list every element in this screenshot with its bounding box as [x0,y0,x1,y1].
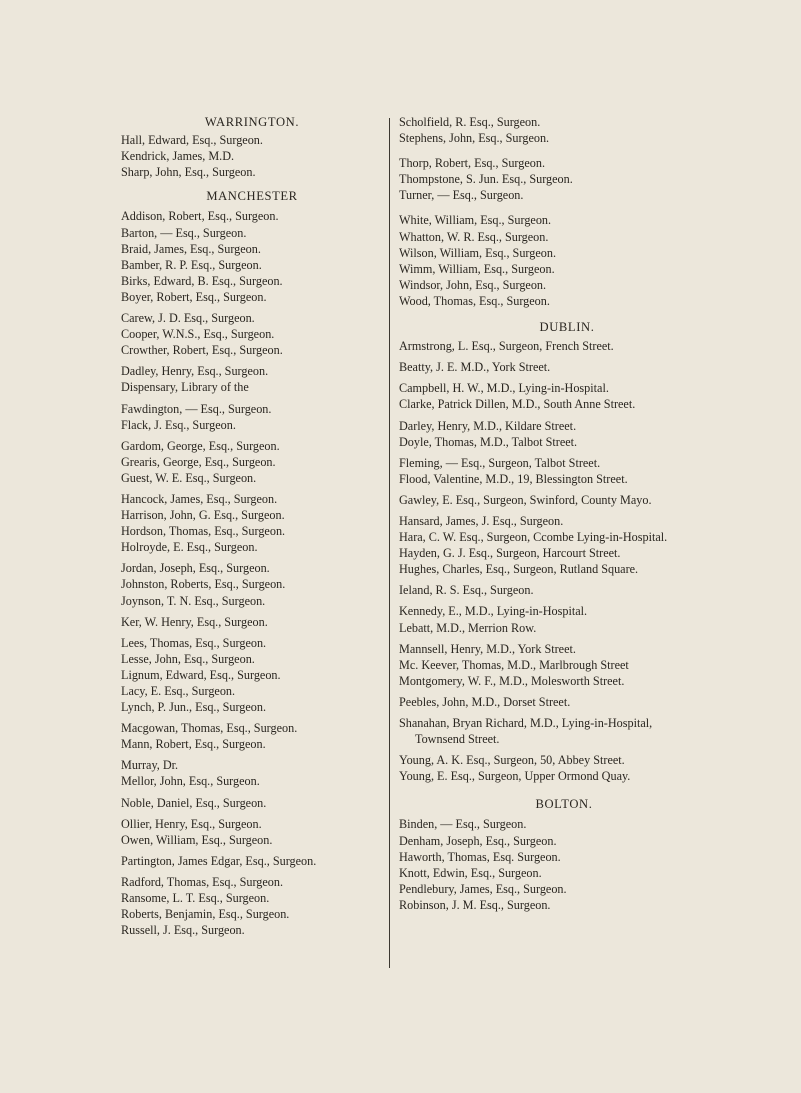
list-item: Gardom, George, Esq., Surgeon. [121,438,280,453]
list-item: Knott, Edwin, Esq., Surgeon. [399,865,542,880]
list-item: Radford, Thomas, Esq., Surgeon. [121,874,284,889]
dublin-heading: DUBLIN. [539,320,595,335]
list-item: Young, A. K. Esq., Surgeon, 50, Abbey Street. [399,753,625,768]
list-item: Beatty, J. E. M.D., York Street. [399,360,551,375]
list-item: Fleming, — Esq., Surgeon, Talbot Street. [399,455,601,470]
list-item: Roberts, Benjamin, Esq., Surgeon. [121,907,290,922]
list-item: Bamber, R. P. Esq., Surgeon. [121,257,262,272]
list-item: Sharp, John, Esq., Surgeon. [121,165,256,180]
list-item: Binden, — Esq., Surgeon. [399,817,527,832]
list-item: Lynch, P. Jun., Esq., Surgeon. [121,700,267,715]
list-item: Hayden, G. J. Esq., Surgeon, Harcourt Street. [399,546,621,561]
list-item: Johnston, Roberts, Esq., Surgeon. [121,577,286,592]
list-item: Robinson, J. M. Esq., Surgeon. [399,897,551,912]
list-item: Haworth, Thomas, Esq. Surgeon. [399,849,561,864]
list-item: Wimm, William, Esq., Surgeon. [399,261,555,276]
list-item: Darley, Henry, M.D., Kildare Street. [399,418,577,433]
list-item: Dispensary, Library of the [121,380,249,395]
list-item: Young, E. Esq., Surgeon, Upper Ormond Quay. [399,769,631,784]
list-item: Addison, Robert, Esq., Surgeon. [121,209,279,224]
list-item: Grearis, George, Esq., Surgeon. [121,454,276,469]
list-item: Lebatt, M.D., Merrion Row. [399,620,537,635]
list-item: Mannsell, Henry, M.D., York Street. [399,641,576,656]
list-item: Scholfield, R. Esq., Surgeon. [399,115,541,129]
list-item: Doyle, Thomas, M.D., Talbot Street. [399,434,578,449]
list-item: Macgowan, Thomas, Esq., Surgeon. [121,721,298,736]
warrington-heading: WARRINGTON. [204,115,300,129]
list-item: Lesse, John, Esq., Surgeon. [121,651,255,666]
list-item: Hancock, James, Esq., Surgeon. [121,491,278,506]
list-item: Noble, Daniel, Esq., Surgeon. [121,795,267,810]
list-item: Dadley, Henry, Esq., Surgeon. [121,364,269,379]
list-item: Birks, Edward, B. Esq., Surgeon. [121,273,283,288]
list-item: Holroyde, E. Esq., Surgeon. [121,540,258,555]
list-item: Pendlebury, James, Esq., Surgeon. [399,881,567,896]
list-item: Lacy, E. Esq., Surgeon. [121,684,236,698]
list-item: Hara, C. W. Esq., Surgeon, Ccombe Lying-in-Hospital. [399,530,668,545]
list-item: Armstrong, L. Esq., Surgeon, French Street. [399,339,614,354]
list-item: Murray, Dr. [121,758,179,773]
column-divider [389,118,390,968]
list-item: White, William, Esq., Surgeon. [399,213,552,228]
list-item-continuation: Townsend Street. [415,732,500,747]
list-item: Braid, James, Esq., Surgeon. [121,241,261,256]
list-item: Lees, Thomas, Esq., Surgeon. [121,635,267,650]
list-item: Stephens, John, Esq., Surgeon. [399,131,550,146]
list-item: Montgomery, W. F., M.D., Molesworth Street. [399,673,625,688]
list-item: Mc. Keever, Thomas, M.D., Marlbrough Street [399,657,629,672]
list-item: Flack, J. Esq., Surgeon. [121,417,236,432]
list-item: Peebles, John, M.D., Dorset Street. [399,694,571,709]
list-item: Jordan, Joseph, Esq., Surgeon. [121,561,270,576]
list-item: Hughes, Charles, Esq., Surgeon, Rutland Square. [399,562,639,577]
list-item: Windsor, John, Esq., Surgeon. [399,277,547,292]
list-item: Mann, Robert, Esq., Surgeon. [121,737,266,752]
list-item: Crowther, Robert, Esq., Surgeon. [121,343,283,358]
list-item: Thorp, Robert, Esq., Surgeon. [399,156,546,171]
left-column [121,114,383,938]
list-item: Wood, Thomas, Esq., Surgeon. [399,293,550,308]
list-item: Barton, — Esq., Surgeon. [121,225,247,240]
list-item: Hall, Edward, Esq., Surgeon. [121,133,263,148]
list-item: Ransome, L. T. Esq., Surgeon. [121,891,270,906]
list-item: Clarke, Patrick Dillen, M.D., South Anne Street. [399,397,636,412]
right-column [399,114,729,913]
list-item: Russell, J. Esq., Surgeon. [121,923,245,938]
list-item: Mellor, John, Esq., Surgeon. [121,774,260,789]
list-item: Partington, James Edgar, Esq., Surgeon. [121,853,317,868]
list-item: Shanahan, Bryan Richard, M.D., Lying-in-Hospital, [399,716,653,730]
list-item: Ker, W. Henry, Esq., Surgeon. [121,614,268,629]
list-item: Fawdington, — Esq., Surgeon. [121,401,272,416]
list-item: Whatton, W. R. Esq., Surgeon. [399,229,549,244]
list-item: Hordson, Thomas, Esq., Surgeon. [121,524,286,539]
manchester-heading: MANCHESTER [206,189,298,204]
bolton-heading: BOLTON. [535,797,593,812]
list-item: Gawley, E. Esq., Surgeon, Swinford, County Mayo. [399,492,652,507]
list-item: Joynson, T. N. Esq., Surgeon. [121,593,266,608]
list-item: Turner, — Esq., Surgeon. [399,188,524,203]
list-item: Hansard, James, J. Esq., Surgeon. [399,513,564,528]
list-item: Owen, William, Esq., Surgeon. [121,832,273,847]
list-item: Lignum, Edward, Esq., Surgeon. [121,667,281,682]
list-item: Flood, Valentine, M.D., 19, Blessington Street. [399,471,628,486]
list-item: Harrison, John, G. Esq., Surgeon. [121,508,285,523]
list-item: Cooper, W.N.S., Esq., Surgeon. [121,327,275,342]
list-item: Denham, Joseph, Esq., Surgeon. [399,833,557,848]
list-item: Thompstone, S. Jun. Esq., Surgeon. [399,172,573,187]
list-item: Boyer, Robert, Esq., Surgeon. [121,289,267,304]
list-item: Carew, J. D. Esq., Surgeon. [121,311,255,326]
list-item: Campbell, H. W., M.D., Lying-in-Hospital. [399,381,609,396]
list-item: Kendrick, James, M.D. [121,149,235,164]
list-item: Guest, W. E. Esq., Surgeon. [121,470,257,485]
list-item: Kennedy, E., M.D., Lying-in-Hospital. [399,604,588,619]
list-item: Ieland, R. S. Esq., Surgeon. [399,583,534,598]
list-item: Wilson, William, Esq., Surgeon. [399,245,557,260]
list-item: Ollier, Henry, Esq., Surgeon. [121,816,262,831]
